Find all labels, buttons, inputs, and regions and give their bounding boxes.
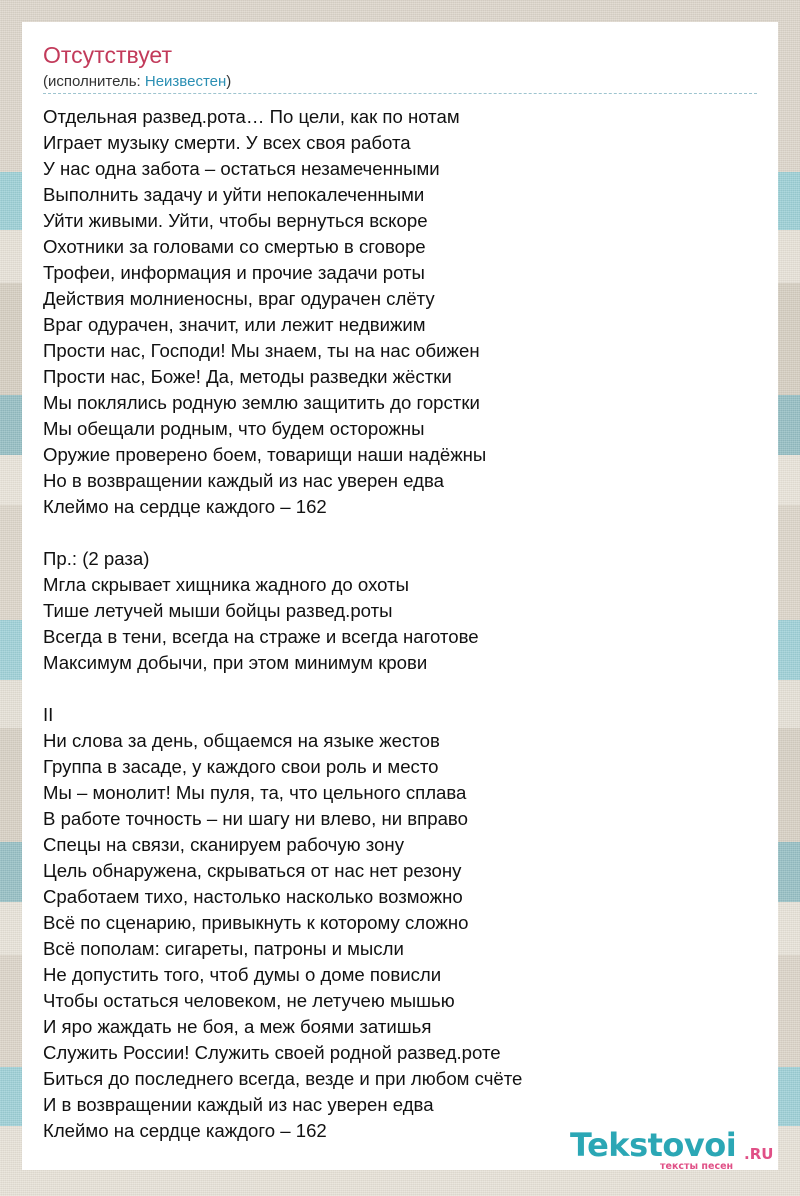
artist-line [43, 72, 231, 92]
site-logo[interactable] [570, 1128, 776, 1172]
logo-domain: .RU [744, 1145, 774, 1163]
artist-suffix: ) [226, 73, 232, 90]
lyrics-card [22, 22, 778, 1170]
song-title: Отсутствует [43, 42, 172, 68]
artist-link[interactable]: Неизвестен [144, 73, 227, 90]
lyrics-text: Отдельная развед.рота… По цели, как по нотам Играет музыку смерти. У всех своя работа У нас одна забота – остаться незамеченными Выполнить задачу и уйти непокалеченными Уйти живыми. Уйти, чтобы вернуться вскоре Охотники за головами со смертью в сговоре Трофеи, информация и прочие задачи роты Действия молниеносны, враг одурачен слёту Враг одурачен, значит, или лежит недвижим Прости нас, Господи! Мы знаем, ты на нас обижен Прости нас, Боже! Да, методы разведки жёстки Мы поклялись родную землю защитить до горстки Мы обещали родным, что будем осторожны Оружие проверено боем, товарищи наши надёжны Но в возвращении каждый из нас уверен едва Клеймо на сердце каждого – 162 Пр.: (2 раза) Мгла скрывает хищника жадного до охоты Тише летучей мыши бойцы развед.роты Всегда в тени, всегда на страже и всегда наготове Максимум добычи, при этом минимум крови II Ни слова за день, общаемся на языке жестов Группа в засаде, у каждого свои роль и место Мы – монолит! Мы пуля, та, что цельного сплава В работе точность – ни шагу ни влево, ни вправо Спецы на связи, сканируем рабочую зону Цель обнаружена, скрываться от нас нет резону Сработаем тихо, настолько насколько возможно Всё по сценарию, привыкнуть к которому сложно Всё пополам: сигареты, патроны и мысли Не допустить того, чтоб думы о доме повисли Чтобы остаться человеком, не летучею мышью И яро жаждать не боя, а меж боями затишья Служить России! Служить своей родной развед.роте Биться до последнего всегда, везде и при любом счёте И в возвращении каждый из нас уверен едва Клеймо на сердце каждого – 162 [43, 106, 523, 1141]
artist-prefix: (исполнитель: [43, 73, 145, 90]
logo-wordmark: Tekstovoi [570, 1126, 737, 1164]
logo-tagline: тексты песен [660, 1161, 734, 1172]
title-divider [43, 93, 757, 94]
